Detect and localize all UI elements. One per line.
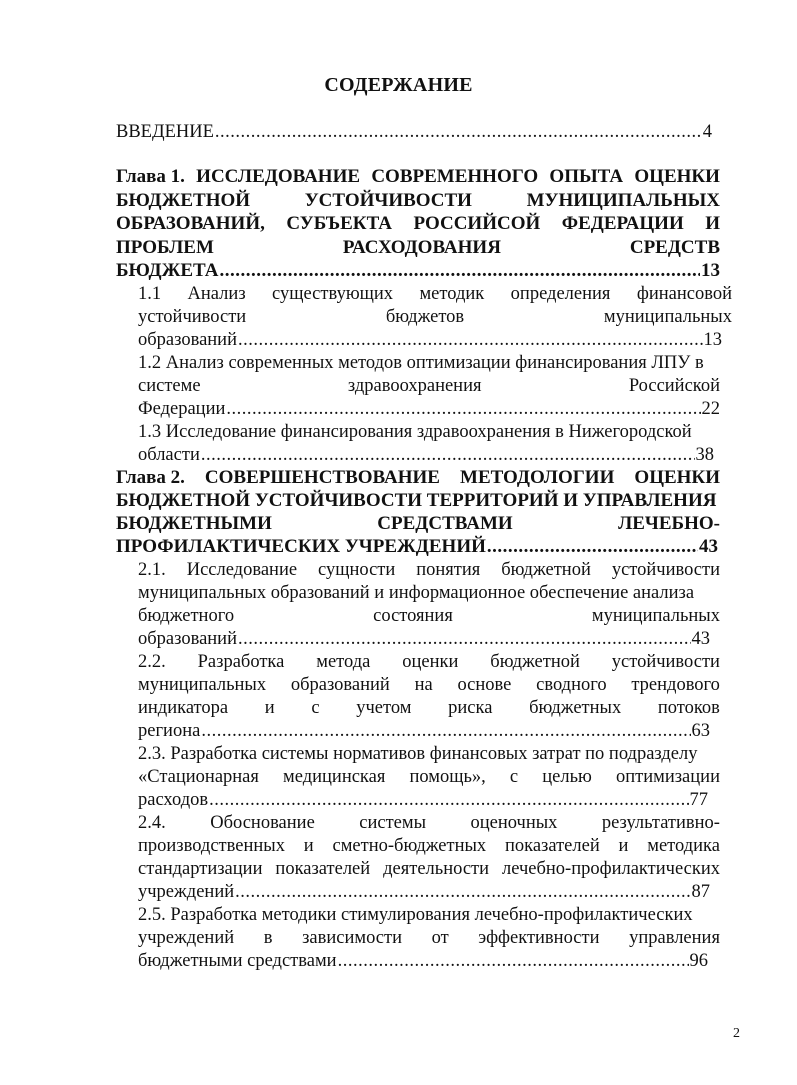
section-1-2-line3[interactable] xyxy=(138,397,720,421)
toc-text: риска xyxy=(448,698,493,718)
toc-text: устойчивости xyxy=(611,652,720,672)
section-1-1-line1[interactable] xyxy=(138,282,732,306)
toc-text: региона xyxy=(138,721,201,741)
toc-text: муниципальных xyxy=(603,307,732,327)
chapter1-line3[interactable] xyxy=(116,212,720,236)
section-2-1-line1[interactable] xyxy=(138,558,720,582)
toc-text: производственных xyxy=(138,836,285,856)
toc-text: финансовой xyxy=(636,284,732,304)
toc-text: ЛЕЧЕБНО- xyxy=(618,513,720,534)
toc-text: показателей xyxy=(275,859,371,879)
section-1-1-line2[interactable] xyxy=(138,305,732,329)
toc-text: 2.4. xyxy=(138,813,166,833)
section-1-1-line3[interactable] xyxy=(138,328,722,352)
toc-text: ИССЛЕДОВАНИЕ xyxy=(196,166,361,187)
chapter1-line1[interactable] xyxy=(116,165,720,189)
toc-text: ФЕДЕРАЦИИ xyxy=(561,213,684,234)
toc-text: деятельности xyxy=(383,859,490,879)
section-1-2-line2[interactable] xyxy=(138,374,720,398)
toc-text: СОВРЕМЕННОГО xyxy=(371,166,539,187)
toc-text: образований xyxy=(138,629,237,649)
toc-text: 2.2. xyxy=(138,652,166,672)
toc-text: устойчивости xyxy=(611,560,720,580)
section-2-2-line4[interactable] xyxy=(138,719,710,743)
toc-text: с xyxy=(509,767,519,787)
leader-dots xyxy=(238,328,703,352)
toc-page-number: 87 xyxy=(691,882,710,902)
toc-text: учреждений xyxy=(138,928,235,948)
toc-text: муниципальных образований и информационное обеспечение анализа xyxy=(138,583,695,603)
toc-text: основе xyxy=(457,675,512,695)
toc-text: от xyxy=(431,928,449,948)
toc-text: системе xyxy=(138,376,201,396)
toc-text: бюджетного xyxy=(138,606,235,626)
section-2-4-line4[interactable] xyxy=(138,880,710,904)
toc-text: устойчивости xyxy=(138,307,247,327)
toc-text: 1.1 xyxy=(138,284,162,304)
chapter2-line2[interactable] xyxy=(116,489,720,513)
toc-text: 2.5. Разработка методики стимулирования лечебно-профилактических xyxy=(138,905,693,925)
section-1-3-line2[interactable] xyxy=(138,443,714,467)
toc-text: сводного xyxy=(536,675,607,695)
toc-text: лечебно-профилактических xyxy=(501,859,720,879)
chapter2-line4[interactable] xyxy=(116,535,718,559)
toc-text: оптимизации xyxy=(616,767,720,787)
section-2-5-line3[interactable] xyxy=(138,949,708,973)
toc-text: ОБРАЗОВАНИЙ, xyxy=(116,213,265,234)
toc-text: ОЦЕНКИ xyxy=(634,467,720,488)
toc-text: РАСХОДОВАНИЯ xyxy=(342,237,501,258)
leader-dots xyxy=(235,880,690,904)
toc-text: МУНИЦИПАЛЬНЫХ xyxy=(526,190,720,211)
leader-dots xyxy=(238,627,691,651)
toc-text: Глава 1. xyxy=(116,166,185,187)
section-2-1-line4[interactable] xyxy=(138,627,710,651)
toc-page-number: 43 xyxy=(699,536,718,557)
page-number: 2 xyxy=(733,1026,740,1041)
toc-page-number: 22 xyxy=(701,399,720,419)
chapter2-line3[interactable] xyxy=(116,512,720,536)
toc-text: ВВЕДЕНИЕ xyxy=(116,122,214,142)
leader-dots xyxy=(201,443,695,467)
toc-text: Федерации xyxy=(138,399,226,419)
toc-text: состояния xyxy=(373,606,453,626)
chapter2-line1[interactable] xyxy=(116,466,720,490)
section-2-2-line3[interactable] xyxy=(138,696,720,720)
toc-page-number: 43 xyxy=(691,629,710,649)
toc-text: бюджетной xyxy=(490,652,580,672)
section-2-2-line1[interactable] xyxy=(138,650,720,674)
toc-text: стандартизации xyxy=(138,859,263,879)
toc-text: в xyxy=(263,928,273,948)
leader-dots xyxy=(201,719,690,743)
toc-text: учреждений xyxy=(138,882,235,902)
toc-text: Российской xyxy=(628,376,720,396)
toc-text: ПРОФИЛАКТИЧЕСКИХ УЧРЕЖДЕНИЙ xyxy=(116,536,486,557)
toc-text: Разработка xyxy=(197,652,285,672)
leader-dots xyxy=(220,259,700,283)
toc-text: бюджетных xyxy=(529,698,622,718)
toc-text: определения xyxy=(510,284,611,304)
toc-text: муниципальных xyxy=(138,675,267,695)
toc-text: 2.1. xyxy=(138,560,166,580)
toc-page-number: 96 xyxy=(689,951,708,971)
toc-text: управления xyxy=(629,928,720,948)
toc-page-number: 38 xyxy=(695,445,714,465)
toc-text: системы xyxy=(359,813,427,833)
toc-entry-intro[interactable] xyxy=(116,120,712,144)
toc-text: сметно-бюджетных xyxy=(332,836,487,856)
toc-text: 1.2 Анализ современных методов оптимизации финансирования ЛПУ в xyxy=(138,353,704,373)
toc-text: индикатора xyxy=(138,698,229,718)
toc-page-number: 77 xyxy=(689,790,708,810)
toc-page-number: 13 xyxy=(703,330,722,350)
toc-text: бюджетной xyxy=(501,560,591,580)
toc-text: образований xyxy=(290,675,390,695)
section-2-1-line3[interactable] xyxy=(138,604,720,628)
toc-text: методика xyxy=(647,836,720,856)
section-1-3-line1[interactable] xyxy=(138,420,732,444)
toc-text: БЮДЖЕТНОЙ УСТОЙЧИВОСТИ ТЕРРИТОРИЙ И УПРАВЛЕНИЯ xyxy=(116,490,717,511)
chapter1-line2[interactable] xyxy=(116,189,720,213)
toc-text: БЮДЖЕТНОЙ xyxy=(116,190,251,211)
toc-text: существующих xyxy=(272,284,394,304)
leader-dots xyxy=(487,535,698,559)
toc-text: расходов xyxy=(138,790,209,810)
leader-dots xyxy=(215,120,702,144)
toc-text: бюджетов xyxy=(385,307,465,327)
section-2-1-line2[interactable] xyxy=(138,581,720,605)
section-2-2-line2[interactable] xyxy=(138,673,720,697)
section-2-5-line1[interactable] xyxy=(138,903,720,927)
toc-text: И xyxy=(705,213,720,234)
toc-text: оценочных xyxy=(470,813,558,833)
toc-text: БЮДЖЕТА xyxy=(116,260,219,281)
toc-text: ОПЫТА xyxy=(549,166,624,187)
toc-text: ПРОБЛЕМ xyxy=(116,237,214,258)
section-2-3-line3[interactable] xyxy=(138,788,708,812)
toc-text: оценки xyxy=(402,652,459,672)
leader-dots xyxy=(209,788,688,812)
section-2-3-line2[interactable] xyxy=(138,765,720,789)
toc-text: Анализ xyxy=(187,284,246,304)
chapter1-line4[interactable] xyxy=(116,236,720,260)
toc-page-number: 13 xyxy=(701,260,720,281)
toc-text: результативно- xyxy=(601,813,720,833)
toc-text: СРЕДСТВАМИ xyxy=(377,513,513,534)
toc-text: помощь», xyxy=(409,767,486,787)
toc-text: зависимости xyxy=(302,928,402,948)
toc-text: бюджетными средствами xyxy=(138,951,337,971)
toc-text: БЮДЖЕТНЫМИ xyxy=(116,513,272,534)
toc-text: потоков xyxy=(657,698,720,718)
toc-page-number: 4 xyxy=(702,122,712,142)
toc-text: с xyxy=(311,698,320,718)
toc-text: ОЦЕНКИ xyxy=(634,166,720,187)
toc-text: «Стационарная xyxy=(138,767,259,787)
toc-text: трендового xyxy=(631,675,720,695)
section-2-3-line1[interactable] xyxy=(138,742,720,766)
toc-text: муниципальных xyxy=(591,606,720,626)
toc-text: СУБЪЕКТА xyxy=(286,213,393,234)
toc-page-number: 63 xyxy=(691,721,710,741)
toc-text: СРЕДСТВ xyxy=(629,237,720,258)
toc-text: Исследование xyxy=(186,560,298,580)
section-1-2-line1[interactable] xyxy=(138,351,732,375)
toc-text: метода xyxy=(316,652,371,672)
toc-text: целью xyxy=(542,767,592,787)
chapter1-line5[interactable] xyxy=(116,259,720,283)
toc-text: учетом xyxy=(356,698,412,718)
toc-text: здравоохранения xyxy=(347,376,482,396)
toc-text: образований xyxy=(138,330,237,350)
toc-text: сущности xyxy=(318,560,396,580)
section-2-5-line2[interactable] xyxy=(138,926,720,950)
toc-text: 1.3 Исследование финансирования здравоохранения в Нижегородской xyxy=(138,422,692,442)
toc-text: СОВЕРШЕНСТВОВАНИЕ xyxy=(204,467,440,488)
toc-text: на xyxy=(414,675,433,695)
toc-text: МЕТОДОЛОГИИ xyxy=(460,467,615,488)
section-2-4-line3[interactable] xyxy=(138,857,720,881)
toc-text: Глава 2. xyxy=(116,467,185,488)
toc-text: области xyxy=(138,445,200,465)
toc-text: УСТОЙЧИВОСТИ xyxy=(304,190,472,211)
leader-dots xyxy=(338,949,689,973)
toc-text: 2.3. Разработка системы нормативов финансовых затрат по подразделу xyxy=(138,744,698,764)
leader-dots xyxy=(226,397,700,421)
section-2-4-line2[interactable] xyxy=(138,834,720,858)
toc-text: и xyxy=(264,698,275,718)
toc-text: эффективности xyxy=(478,928,600,948)
section-2-4-line1[interactable] xyxy=(138,811,720,835)
toc-text: медицинская xyxy=(283,767,386,787)
toc-text: РОССИЙСОЙ xyxy=(413,213,541,234)
page-title: СОДЕРЖАНИЕ xyxy=(324,74,473,96)
toc-text: и xyxy=(303,836,314,856)
toc-text: методик xyxy=(419,284,485,304)
toc-text: Обоснование xyxy=(210,813,315,833)
toc-text: понятия xyxy=(416,560,481,580)
toc-text: и xyxy=(618,836,629,856)
toc-text: показателей xyxy=(504,836,600,856)
